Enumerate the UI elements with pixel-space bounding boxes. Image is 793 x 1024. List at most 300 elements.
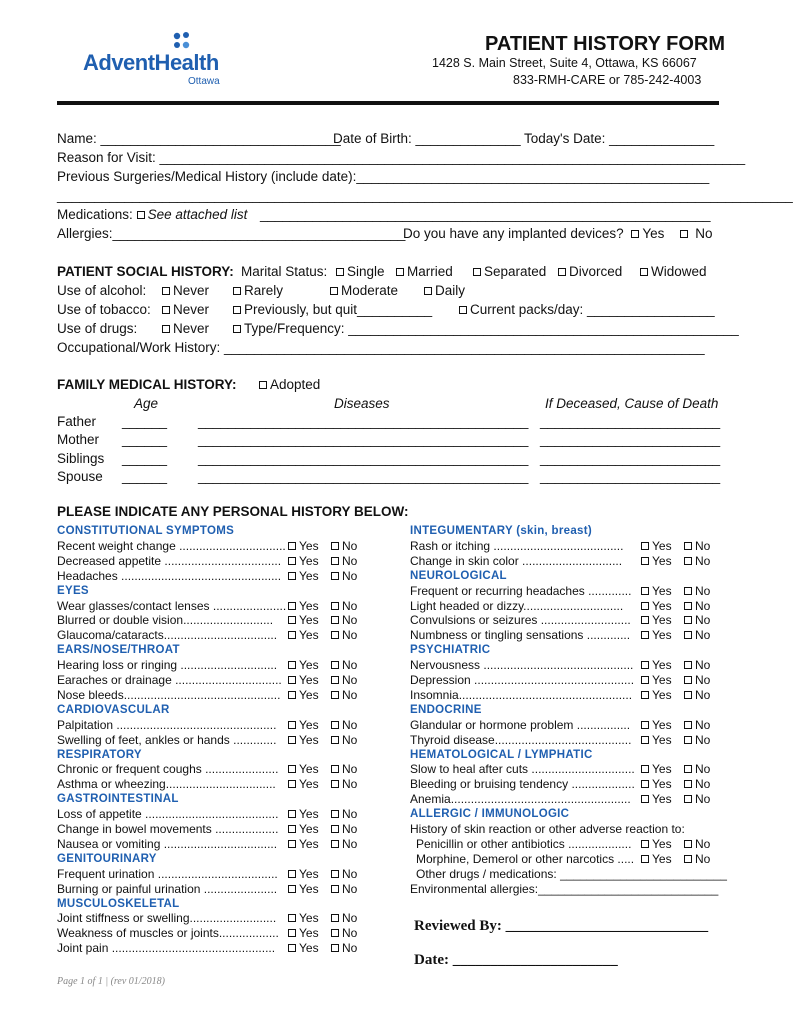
checkbox-icon[interactable]	[331, 810, 339, 818]
yes-option[interactable]	[288, 673, 319, 687]
yes-option[interactable]	[641, 792, 672, 806]
yes-option[interactable]	[641, 718, 672, 732]
history-item-label: Glandular or hormone problem ................	[410, 717, 631, 732]
dob-field[interactable]: Date of Birth: ______________	[333, 131, 521, 146]
brand-location: Ottawa	[188, 76, 220, 87]
no-option[interactable]	[684, 777, 710, 791]
checkbox-icon[interactable]	[331, 944, 339, 952]
checkbox-icon[interactable]	[331, 542, 339, 550]
drugs-type[interactable]	[233, 321, 739, 336]
drugs-never[interactable]	[162, 321, 209, 336]
checkbox-icon[interactable]	[641, 602, 649, 610]
history-item-label: Nose bleeds...............................................	[57, 687, 281, 702]
history-item-label: Numbness or tingling sensations .............	[410, 628, 631, 643]
checkbox-icon[interactable]	[288, 914, 296, 922]
no-option[interactable]	[331, 882, 357, 896]
checkbox-icon[interactable]	[162, 287, 170, 295]
no-option[interactable]	[684, 658, 710, 672]
yes-option[interactable]	[641, 777, 672, 791]
checkbox-icon[interactable]	[331, 631, 339, 639]
yes-label: Yes	[642, 226, 665, 241]
yes-option[interactable]	[641, 673, 672, 687]
history-item-label: Chronic or frequent coughs ......................	[57, 762, 279, 777]
checkbox-icon[interactable]	[680, 230, 688, 238]
tobacco-current[interactable]	[459, 302, 715, 317]
history-item-label: Slow to heal after cuts ...............................	[410, 762, 635, 777]
section-heading: ENDOCRINE	[410, 703, 482, 716]
today-date-field[interactable]: Today's Date: ______________	[524, 131, 715, 146]
col-age: Age	[134, 396, 159, 411]
checkbox-icon[interactable]	[233, 306, 241, 314]
no-option[interactable]	[331, 554, 357, 568]
date-field[interactable]: Date: ______________________	[414, 952, 618, 968]
yes-option[interactable]	[288, 613, 319, 627]
checkbox-icon[interactable]	[331, 557, 339, 565]
history-line-field[interactable]: Other drugs / medications: _________________________	[416, 866, 727, 881]
implant-question-label: Do you have any implanted devices?	[403, 226, 624, 241]
checkbox-icon[interactable]	[684, 840, 692, 848]
no-label: No	[342, 553, 358, 568]
checkbox-icon[interactable]	[684, 721, 692, 729]
checkbox-icon[interactable]	[288, 780, 296, 788]
yes-option[interactable]	[288, 777, 319, 791]
checkbox-icon[interactable]	[684, 855, 692, 863]
checkbox-icon[interactable]	[162, 325, 170, 333]
yes-label: Yes	[299, 807, 319, 822]
history-item-label: Palpitation ................................................	[57, 717, 277, 732]
checkbox-icon[interactable]	[331, 825, 339, 833]
checkbox-icon[interactable]	[331, 885, 339, 893]
family-disease-field[interactable]: ____________________________________________	[198, 432, 529, 447]
checkbox-icon[interactable]	[336, 268, 344, 276]
history-item-label: Nausea or vomiting ..................................	[57, 836, 278, 851]
yes-label: Yes	[299, 926, 319, 941]
checkbox-icon[interactable]	[641, 721, 649, 729]
yes-option[interactable]	[641, 599, 672, 613]
see-attached-label: See attached list	[147, 207, 248, 222]
name-field[interactable]: Name: ________________________________	[57, 131, 341, 146]
yes-label: Yes	[299, 732, 319, 747]
no-option[interactable]	[684, 688, 710, 702]
occupational-field[interactable]: Occupational/Work History: ________________________________________________________________	[57, 340, 705, 355]
checkbox-icon[interactable]	[331, 929, 339, 937]
alcohol-label: Use of alcohol:	[57, 283, 147, 298]
no-label: No	[342, 807, 358, 822]
checkbox-icon[interactable]	[288, 944, 296, 952]
checkbox-icon[interactable]	[684, 795, 692, 803]
checkbox-icon[interactable]	[288, 616, 296, 624]
page-footer: Page 1 of 1 | (rev 01/2018)	[57, 976, 165, 987]
implant-question	[403, 226, 712, 241]
history-item-label: Decreased appetite ...................................	[57, 553, 282, 568]
checkbox-icon[interactable]	[288, 885, 296, 893]
checkbox-icon[interactable]	[684, 616, 692, 624]
history-item-label: Light headed or dizzy..............................	[410, 598, 624, 613]
medications-field[interactable]: ____________________________________________________________	[260, 207, 711, 222]
reviewed-by-field[interactable]: Reviewed By: ___________________________	[414, 918, 709, 934]
checkbox-icon[interactable]	[558, 268, 566, 276]
checkbox-icon[interactable]	[288, 691, 296, 699]
no-label: No	[695, 687, 711, 702]
yes-option[interactable]	[288, 599, 319, 613]
no-option[interactable]	[331, 673, 357, 687]
no-option[interactable]	[684, 792, 710, 806]
yes-option[interactable]	[288, 941, 319, 955]
social-history-header: PATIENT SOCIAL HISTORY:	[57, 264, 234, 279]
no-option[interactable]	[684, 837, 710, 851]
no-label: No	[342, 911, 358, 926]
checkbox-icon[interactable]	[288, 661, 296, 669]
yes-option[interactable]	[288, 837, 319, 851]
checkbox-icon[interactable]	[424, 287, 432, 295]
checkbox-icon[interactable]	[331, 840, 339, 848]
yes-label: Yes	[652, 717, 672, 732]
no-option[interactable]	[684, 852, 710, 866]
yes-label: Yes	[299, 598, 319, 613]
yes-option[interactable]	[641, 688, 672, 702]
reason-field[interactable]: Reason for Visit: ______________________________________________________________________________	[57, 150, 746, 165]
yes-label: Yes	[652, 687, 672, 702]
yes-option[interactable]	[288, 822, 319, 836]
family-cause-field[interactable]: ________________________	[540, 469, 721, 484]
section-heading: INTEGUMENTARY (skin, breast)	[410, 525, 592, 537]
header-divider	[57, 101, 719, 105]
checkbox-icon[interactable]	[162, 306, 170, 314]
checkbox-icon[interactable]	[331, 736, 339, 744]
checkbox-icon[interactable]	[331, 572, 339, 580]
option-label: Rarely	[244, 283, 284, 298]
yes-option[interactable]	[641, 852, 672, 866]
yes-option[interactable]	[288, 807, 319, 821]
yes-label: Yes	[299, 836, 319, 851]
checkbox-icon[interactable]	[288, 736, 296, 744]
no-label: No	[695, 673, 711, 687]
history-item-label: Hearing loss or ringing .............................	[57, 658, 278, 673]
yes-option[interactable]	[641, 762, 672, 776]
no-option[interactable]	[331, 777, 357, 791]
family-disease-field[interactable]: ____________________________________________	[198, 451, 529, 466]
no-option[interactable]	[331, 941, 357, 955]
checkbox-icon[interactable]	[641, 542, 649, 550]
yes-label: Yes	[652, 538, 672, 553]
checkbox-icon[interactable]	[288, 631, 296, 639]
checkbox-icon[interactable]	[641, 795, 649, 803]
checkbox-icon[interactable]	[684, 765, 692, 773]
checkbox-icon[interactable]	[331, 691, 339, 699]
history-item-label: Loss of appetite ........................................	[57, 807, 279, 822]
prev-history-line[interactable]: __________________________________________________________________________________________________	[57, 188, 793, 203]
no-option[interactable]	[331, 911, 357, 925]
drugs-label: Use of drugs:	[57, 321, 138, 336]
checkbox-icon[interactable]	[288, 840, 296, 848]
section-heading: ALLERGIC / IMMUNOLOGIC	[410, 808, 570, 821]
family-row-label: Siblings	[57, 451, 105, 466]
no-label: No	[695, 226, 713, 241]
no-option[interactable]	[331, 926, 357, 940]
checkbox-icon[interactable]	[641, 840, 649, 848]
yes-label: Yes	[299, 911, 319, 926]
no-option[interactable]	[684, 718, 710, 732]
history-item-label: Thyroid disease.........................................	[410, 732, 632, 747]
history-line-field[interactable]: Environmental allergies:___________________________	[410, 881, 719, 896]
no-option[interactable]	[684, 554, 710, 568]
yes-option[interactable]	[288, 628, 319, 642]
family-disease-field[interactable]: ____________________________________________	[198, 469, 529, 484]
yes-option[interactable]	[641, 628, 672, 642]
yes-option[interactable]	[288, 762, 319, 776]
checkbox-icon[interactable]	[137, 211, 145, 219]
family-age-field[interactable]: ______	[122, 414, 168, 429]
no-label: No	[342, 628, 358, 643]
checkbox-icon[interactable]	[288, 929, 296, 937]
no-option[interactable]	[331, 718, 357, 732]
no-label: No	[695, 717, 711, 732]
no-option[interactable]	[684, 628, 710, 642]
personal-history-header: PLEASE INDICATE ANY PERSONAL HISTORY BELOW:	[57, 504, 409, 519]
checkbox-icon[interactable]	[331, 870, 339, 878]
checkbox-icon[interactable]	[631, 230, 639, 238]
checkbox-icon[interactable]	[288, 602, 296, 610]
yes-option[interactable]	[641, 613, 672, 627]
no-option[interactable]	[684, 673, 710, 687]
yes-option[interactable]	[288, 554, 319, 568]
checkbox-icon[interactable]	[233, 325, 241, 333]
checkbox-icon[interactable]	[288, 765, 296, 773]
option-label: Married	[407, 264, 453, 279]
alcohol-moderate[interactable]	[330, 283, 398, 298]
no-label: No	[342, 926, 358, 941]
checkbox-icon[interactable]	[684, 631, 692, 639]
no-option[interactable]	[331, 539, 357, 553]
checkbox-icon[interactable]	[330, 287, 338, 295]
checkbox-icon[interactable]	[641, 616, 649, 624]
history-item-label: Nervousness .............................................	[410, 658, 634, 673]
checkbox-icon[interactable]	[331, 602, 339, 610]
checkbox-icon[interactable]	[641, 587, 649, 595]
option-label: Separated	[484, 264, 547, 279]
medications-row	[57, 207, 247, 222]
checkbox-icon[interactable]	[331, 765, 339, 773]
no-option[interactable]	[684, 733, 710, 747]
no-option[interactable]	[331, 688, 357, 702]
checkbox-icon[interactable]	[259, 381, 267, 389]
tobacco-label: Use of tobacco:	[57, 302, 151, 317]
no-option[interactable]	[684, 539, 710, 553]
prev-history-field[interactable]: Previous Surgeries/Medical History (include date):_______________________________________________	[57, 169, 710, 184]
history-item-label: Blurred or double vision...........................	[57, 613, 274, 628]
yes-label: Yes	[652, 732, 672, 747]
no-label: No	[695, 732, 711, 747]
section-heading: RESPIRATORY	[57, 748, 142, 761]
marital-divorced[interactable]	[558, 264, 622, 279]
checkbox-icon[interactable]	[331, 661, 339, 669]
history-item-label: Anemia......................................................	[410, 792, 631, 807]
marital-widowed[interactable]	[640, 264, 707, 279]
yes-option[interactable]	[641, 539, 672, 553]
no-option[interactable]	[331, 822, 357, 836]
checkbox-icon[interactable]	[684, 602, 692, 610]
yes-option[interactable]	[288, 867, 319, 881]
checkbox-icon[interactable]	[288, 810, 296, 818]
family-row-label: Spouse	[57, 469, 103, 484]
yes-label: Yes	[652, 836, 672, 851]
family-cause-field[interactable]: ________________________	[540, 451, 721, 466]
checkbox-icon[interactable]	[684, 691, 692, 699]
yes-option[interactable]	[288, 733, 319, 747]
checkbox-icon[interactable]	[288, 542, 296, 550]
no-option[interactable]	[331, 837, 357, 851]
checkbox-icon[interactable]	[288, 825, 296, 833]
option-label: Current packs/day: _________________	[470, 302, 715, 317]
no-label: No	[342, 717, 358, 732]
history-item-label: Asthma or wheezing.................................	[57, 777, 276, 792]
history-item-label: Joint stiffness or swelling..........................	[57, 911, 277, 926]
checkbox-icon[interactable]	[641, 855, 649, 863]
tobacco-never[interactable]	[162, 302, 209, 317]
family-age-field[interactable]: ______	[122, 469, 168, 484]
checkbox-icon[interactable]	[288, 572, 296, 580]
no-option[interactable]	[331, 867, 357, 881]
yes-option[interactable]	[288, 688, 319, 702]
history-item-label: Change in skin color ..............................	[410, 553, 623, 568]
no-label: No	[342, 598, 358, 613]
yes-label: Yes	[299, 717, 319, 732]
marital-separated[interactable]	[473, 264, 546, 279]
yes-label: Yes	[299, 553, 319, 568]
family-age-field[interactable]: ______	[122, 432, 168, 447]
yes-label: Yes	[652, 583, 672, 598]
checkbox-icon[interactable]	[331, 914, 339, 922]
no-option[interactable]	[684, 599, 710, 613]
yes-label: Yes	[299, 866, 319, 881]
no-option[interactable]	[331, 613, 357, 627]
checkbox-icon[interactable]	[641, 631, 649, 639]
yes-option[interactable]	[641, 554, 672, 568]
allergies-field[interactable]: Allergies:_______________________________________	[57, 226, 406, 241]
yes-label: Yes	[299, 762, 319, 777]
yes-option[interactable]	[641, 658, 672, 672]
no-label: No	[342, 673, 358, 687]
checkbox-icon[interactable]	[288, 557, 296, 565]
no-label: No	[342, 658, 358, 673]
yes-label: Yes	[299, 538, 319, 553]
yes-option[interactable]	[288, 539, 319, 553]
alcohol-never[interactable]	[162, 283, 209, 298]
history-item-label: Headaches ................................................	[57, 568, 282, 583]
alcohol-daily[interactable]	[424, 283, 465, 298]
no-label: No	[695, 553, 711, 568]
no-label: No	[342, 538, 358, 553]
no-option[interactable]	[684, 762, 710, 776]
marital-label: Marital Status:	[241, 264, 328, 279]
family-cause-field[interactable]: ________________________	[540, 414, 721, 429]
history-item-label: Change in bowel movements ...................	[57, 822, 279, 836]
checkbox-icon[interactable]	[684, 587, 692, 595]
checkbox-icon[interactable]	[331, 721, 339, 729]
checkbox-icon[interactable]	[684, 736, 692, 744]
checkbox-icon[interactable]	[641, 557, 649, 565]
no-label: No	[695, 792, 711, 807]
checkbox-icon[interactable]	[684, 661, 692, 669]
checkbox-icon[interactable]	[288, 676, 296, 684]
section-heading: CARDIOVASCULAR	[57, 703, 170, 716]
family-age-field[interactable]: ______	[122, 451, 168, 466]
yes-label: Yes	[299, 777, 319, 792]
yes-option[interactable]	[641, 837, 672, 851]
family-cause-field[interactable]: ________________________	[540, 432, 721, 447]
option-label: Never	[173, 321, 210, 336]
option-label: Type/Frequency: ____________________________________________________	[244, 321, 739, 336]
checkbox-icon[interactable]	[396, 268, 404, 276]
checkbox-icon[interactable]	[288, 721, 296, 729]
option-label: Moderate	[341, 283, 399, 298]
checkbox-icon[interactable]	[684, 557, 692, 565]
checkbox-icon[interactable]	[641, 736, 649, 744]
checkbox-icon[interactable]	[641, 780, 649, 788]
checkbox-icon[interactable]	[684, 780, 692, 788]
no-option[interactable]	[331, 807, 357, 821]
checkbox-icon[interactable]	[641, 691, 649, 699]
checkbox-icon[interactable]	[641, 676, 649, 684]
family-disease-field[interactable]: ____________________________________________	[198, 414, 529, 429]
no-option[interactable]	[331, 569, 357, 583]
checkbox-icon[interactable]	[331, 780, 339, 788]
no-label: No	[342, 732, 358, 747]
marital-single[interactable]	[336, 264, 385, 279]
history-item-label: Burning or painful urination ......................	[57, 881, 278, 896]
checkbox-icon[interactable]	[473, 268, 481, 276]
yes-option[interactable]	[288, 911, 319, 925]
no-label: No	[695, 762, 711, 777]
checkbox-icon[interactable]	[233, 287, 241, 295]
no-option[interactable]	[331, 733, 357, 747]
section-heading: EYES	[57, 584, 89, 597]
no-label: No	[695, 658, 711, 673]
no-option[interactable]	[684, 584, 710, 598]
checkbox-icon[interactable]	[331, 616, 339, 624]
checkbox-icon[interactable]	[288, 870, 296, 878]
yes-option[interactable]	[288, 718, 319, 732]
checkbox-icon[interactable]	[641, 661, 649, 669]
no-option[interactable]	[331, 628, 357, 642]
checkbox-icon[interactable]	[640, 268, 648, 276]
checkbox-icon[interactable]	[331, 676, 339, 684]
checkbox-icon[interactable]	[684, 542, 692, 550]
no-option[interactable]	[331, 762, 357, 776]
tobacco-previously[interactable]	[233, 302, 432, 317]
no-label: No	[695, 628, 711, 643]
no-option[interactable]	[331, 599, 357, 613]
adopted-option[interactable]	[259, 377, 320, 392]
marital-married[interactable]	[396, 264, 453, 279]
yes-option[interactable]	[288, 658, 319, 672]
yes-option[interactable]	[641, 584, 672, 598]
yes-option[interactable]	[641, 733, 672, 747]
no-option[interactable]	[331, 658, 357, 672]
history-line-field[interactable]: History of skin reaction or other adverse reaction to:	[410, 822, 685, 836]
alcohol-rarely[interactable]	[233, 283, 283, 298]
yes-option[interactable]	[288, 926, 319, 940]
checkbox-icon[interactable]	[459, 306, 467, 314]
checkbox-icon[interactable]	[684, 676, 692, 684]
no-option[interactable]	[684, 613, 710, 627]
checkbox-icon[interactable]	[641, 765, 649, 773]
yes-label: Yes	[299, 628, 319, 643]
yes-label: Yes	[652, 613, 672, 628]
yes-label: Yes	[652, 777, 672, 792]
yes-option[interactable]	[288, 882, 319, 896]
yes-option[interactable]	[288, 569, 319, 583]
